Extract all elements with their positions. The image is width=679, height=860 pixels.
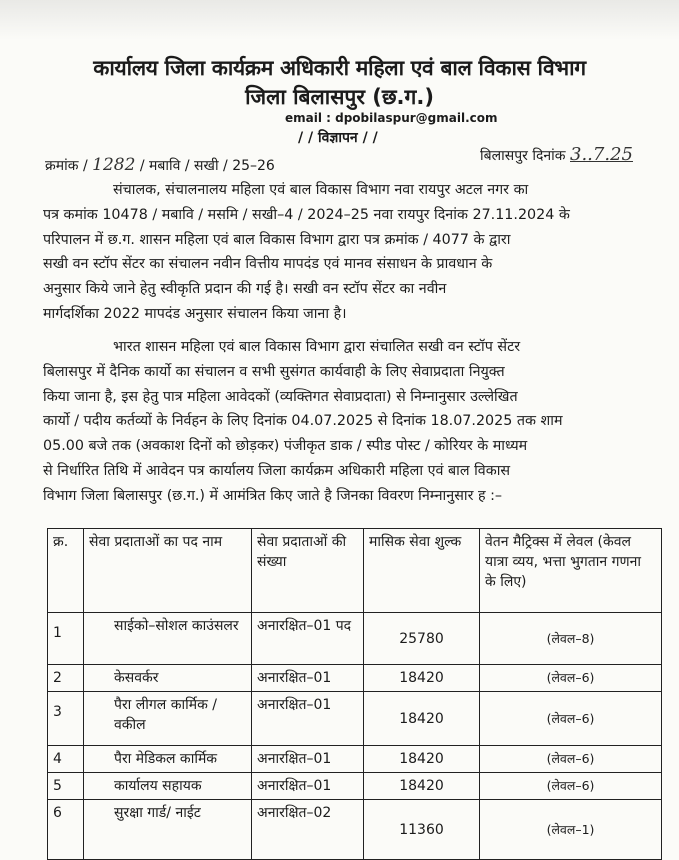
para2-line: 05.00 बजे तक (अवकाश दिनों को छोड़कर) पंजीकृत डाक / स्पीड पोस्ट / कोरियर के माध्यम <box>43 438 528 455</box>
cell-post: पैरा मेडिकल कार्मिक <box>84 746 252 773</box>
table-row <box>48 800 662 860</box>
paragraph-1 <box>43 178 570 327</box>
cell-fee: 18420 <box>364 746 480 773</box>
para1-line: संचालक, संचालनालय महिला एवं बाल विकास विभाग नवा रायपुर अटल नगर का <box>113 182 529 198</box>
para2-line: कार्यो / पदीय कर्तव्यों के निर्वहन के लिए दिनांक 04.07.2025 से दिनांक 18.07.2025 तक शाम <box>43 413 563 430</box>
para1-line: परिपालन में छ.ग. शासन महिला एवं बाल विकास विभाग द्वारा पत्र क्रमांक / 4077 के द्वारा <box>43 231 511 248</box>
header-count: सेवा प्रदाताओं की संख्या <box>252 529 364 613</box>
para2-line: किया जाना है, इस हेतु पात्र महिला आवेदकों (व्यक्तिगत सेवाप्रदाता) से निम्नानुसार उल्लेखित <box>43 388 518 405</box>
date-line <box>480 144 633 165</box>
cell-level: (लेवल–6) <box>480 746 662 773</box>
cell-level: (लेवल–6) <box>480 692 662 746</box>
notice-heading: / / विज्ञापन / / <box>298 130 378 146</box>
cell-count: अनारक्षित–01 पद <box>252 613 364 665</box>
para1-line: मार्गदर्शिका 2022 मापदंड अनुसार संचालन किया जाना है। <box>43 305 347 322</box>
cell-post: सुरक्षा गार्ड/ नाईट <box>84 800 252 860</box>
office-district: जिला बिलासपुर (छ.ग.) <box>245 85 434 109</box>
table-row <box>48 692 662 746</box>
cell-post: पैरा लीगल कार्मिक / वकील <box>84 692 252 746</box>
cell-count: अनारक्षित–01 <box>252 692 364 746</box>
cell-fee: 18420 <box>364 692 480 746</box>
para2-line: बिलासपुर में दैनिक कार्यो का संचालन व सभी सुसंगत कार्यवाही के लिए सेवाप्रदाता नियुक्त <box>43 363 505 380</box>
table-row <box>48 665 662 692</box>
cell-level: (लेवल–6) <box>480 665 662 692</box>
ref-suffix: / मबावि / सखी / 25–26 <box>139 158 275 174</box>
email-line: email : dpobilaspur@gmail.com <box>285 111 498 125</box>
cell-fee: 11360 <box>364 800 480 860</box>
table-row <box>48 613 662 665</box>
cell-level: (लेवल–6) <box>480 773 662 800</box>
para1-line: पत्र कमांक 10478 / मबावि / मसमि / सखी–4 / 2024–25 नवा रायपुर दिनांक 27.11.2024 के <box>43 206 570 223</box>
scan-shadow <box>0 0 679 40</box>
header-post: सेवा प्रदाताओं का पद नाम <box>84 529 252 613</box>
para1-line: सखी वन स्टॉप सेंटर का संचालन नवीन वित्तीय मापदंड एवं मानव संसाधन के प्रावधान के <box>43 256 493 273</box>
table-row <box>48 746 662 773</box>
header-fee: मासिक सेवा शुल्क <box>364 529 480 613</box>
header-level: वेतन मैट्रिक्स में लेवल (केवल यात्रा व्यय, भत्ता भुगतान गणना के लिए) <box>480 529 662 613</box>
date-handwritten: 3..7.25 <box>570 144 633 165</box>
cell-post: साईको–सोशल काउंसलर <box>84 613 252 665</box>
cell-no: 2 <box>48 665 84 692</box>
cell-post: कार्यालय सहायक <box>84 773 252 800</box>
vacancy-table <box>47 528 662 860</box>
table-row <box>48 773 662 800</box>
para2-line: भारत शासन महिला एवं बाल विकास विभाग द्वारा संचालित सखी वन स्टॉप सेंटर <box>113 339 521 355</box>
table-header-row <box>48 529 662 613</box>
reference-number <box>45 155 275 175</box>
cell-no: 6 <box>48 800 84 860</box>
cell-level: (लेवल–8) <box>480 613 662 665</box>
cell-count: अनारक्षित–01 <box>252 773 364 800</box>
cell-fee: 18420 <box>364 773 480 800</box>
cell-fee: 18420 <box>364 665 480 692</box>
cell-no: 1 <box>48 613 84 665</box>
para1-line: अनुसार किये जाने हेतु स्वीकृति प्रदान की गई है। सखी वन स्टॉप सेंटर का नवीन <box>43 281 447 298</box>
para2-line: से निर्धारित तिथि में आवेदन पत्र कार्यालय जिला कार्यक्रम अधिकारी महिला एवं बाल विकास <box>43 462 511 479</box>
para2-line: विभाग जिला बिलासपुर (छ.ग.) में आमंत्रित किए जाते है जिनका विवरण निम्नानुसार ह :– <box>43 487 503 504</box>
cell-count: अनारक्षित–01 <box>252 665 364 692</box>
cell-no: 3 <box>48 692 84 746</box>
cell-fee: 25780 <box>364 613 480 665</box>
ref-handwritten-number: 1282 <box>92 155 136 175</box>
cell-no: 4 <box>48 746 84 773</box>
cell-count: अनारक्षित–01 <box>252 746 364 773</box>
paragraph-2 <box>43 335 563 509</box>
ref-prefix: क्रमांक / <box>45 158 88 174</box>
date-label: बिलासपुर दिनांक <box>480 148 566 164</box>
office-title: कार्यालय जिला कार्यक्रम अधिकारी महिला एवं बाल विकास विभाग <box>93 56 586 80</box>
header-serial: क्र. <box>48 529 84 613</box>
cell-no: 5 <box>48 773 84 800</box>
cell-count: अनारक्षित–02 <box>252 800 364 860</box>
cell-level: (लेवल–1) <box>480 800 662 860</box>
cell-post: केसवर्कर <box>84 665 252 692</box>
